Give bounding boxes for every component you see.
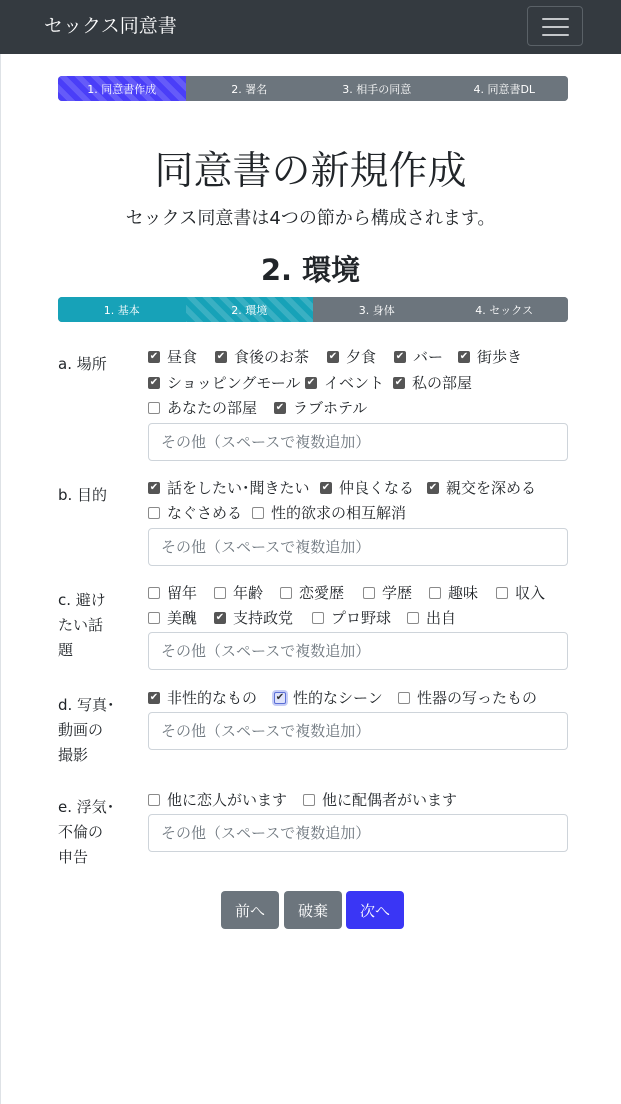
avoid-option[interactable]: プロ野球 [312, 608, 391, 628]
checkbox[interactable] [214, 587, 226, 599]
place-other-input[interactable]: その他（スペースで複数追加） [148, 423, 568, 461]
main-step-progress [58, 76, 568, 101]
affair-other-input[interactable]: その他（スペースで複数追加） [148, 814, 568, 852]
photo-option[interactable]: 性器の写ったもの [398, 688, 537, 708]
avoid-option[interactable]: 恋愛歴 [280, 583, 344, 603]
navbar [0, 0, 621, 54]
brand-title[interactable]: セックス同意書 [44, 15, 177, 37]
prev-button[interactable]: 前へ [221, 891, 279, 929]
purpose-option[interactable]: ✔ 仲良くなる [321, 479, 415, 497]
place-option[interactable]: ✔ イベント [306, 374, 385, 392]
place-option[interactable]: あなたの部屋 [148, 398, 257, 418]
checkbox[interactable] [363, 587, 375, 599]
checkbox[interactable]: ✔ [428, 482, 438, 493]
main-step-1: 1. 同意書作成 [58, 76, 186, 101]
avoid-option[interactable]: 留年 [148, 583, 197, 603]
page-lead: セックス同意書は4つの節から構成されます。 [125, 208, 496, 229]
checkbox[interactable] [303, 794, 315, 806]
checkbox[interactable]: ✔ [215, 612, 225, 623]
place-option[interactable]: ✔ ショッピングモール [149, 374, 301, 392]
checkbox[interactable]: ✔ [328, 351, 338, 362]
sub-step-2: 2. 環境 [186, 297, 314, 322]
sub-step-progress [58, 297, 568, 322]
menu-toggle-button[interactable] [527, 6, 583, 46]
avoid-option[interactable]: 学歴 [363, 583, 412, 603]
checkbox[interactable]: ✔ [216, 351, 226, 362]
avoid-option[interactable]: 美醜 [148, 608, 197, 628]
checkbox[interactable] [148, 507, 160, 519]
place-option[interactable]: ✔ ラブホテル [275, 399, 368, 417]
main-step-3: 3. 相手の同意 [313, 76, 441, 101]
checkbox[interactable]: ✔ [459, 351, 469, 362]
place-label: a. 場所 [58, 355, 107, 373]
affair-option[interactable]: 他に恋人がいます [148, 790, 287, 810]
checkbox[interactable] [407, 612, 419, 624]
affair-label: e. 浮気･ 不倫の 申告 [58, 798, 115, 866]
checkbox[interactable] [148, 794, 160, 806]
purpose-other-input[interactable]: その他（スペースで複数追加） [148, 528, 568, 566]
checkbox[interactable] [148, 402, 160, 414]
avoid-option[interactable]: 趣味 [429, 583, 478, 603]
purpose-option[interactable]: ✔ 親交を深める [428, 479, 537, 497]
checkbox[interactable]: ✔ [149, 482, 159, 493]
checkbox[interactable] [280, 587, 292, 599]
main-step-4: 4. 同意書DL [441, 76, 569, 101]
checkbox[interactable] [148, 587, 160, 599]
checkbox[interactable]: ✔ [149, 377, 159, 388]
photo-option[interactable]: ✔ 性的なシーン [275, 689, 383, 707]
checkbox[interactable] [429, 587, 441, 599]
purpose-option[interactable]: なぐさめる [148, 503, 242, 523]
place-option[interactable]: ✔ バー [395, 348, 444, 366]
checkbox[interactable] [312, 612, 324, 624]
avoid-topics-label: c. 避け たい話 題 [58, 591, 106, 659]
checkbox[interactable] [252, 507, 264, 519]
place-option[interactable]: ✔ 昼食 [149, 348, 198, 366]
checkbox[interactable] [148, 612, 160, 624]
purpose-option[interactable]: 性的欲求の相互解消 [252, 503, 406, 523]
checkbox[interactable] [398, 692, 410, 704]
checkbox[interactable] [496, 587, 508, 599]
sub-step-3: 3. 身体 [313, 297, 441, 322]
place-option[interactable]: ✔ 私の部屋 [394, 374, 473, 392]
photo-other-input[interactable]: その他（スペースで複数追加） [148, 712, 568, 750]
avoid-option[interactable]: 出自 [407, 608, 456, 628]
photo-label: d. 写真･ 動画の 撮影 [58, 696, 115, 764]
sub-step-4: 4. セックス [441, 297, 569, 322]
place-option[interactable]: ✔ 食後のお茶 [216, 348, 310, 366]
page-title: 同意書の新規作成 [154, 149, 467, 194]
checkbox[interactable]: ✔ [395, 351, 405, 362]
checkbox[interactable]: ✔ [275, 692, 285, 703]
sub-step-1: 1. 基本 [58, 297, 186, 322]
avoid-option[interactable]: ✔ 支持政党 [215, 609, 294, 627]
photo-option[interactable]: ✔ 非性的なもの [149, 689, 258, 707]
purpose-label: b. 目的 [58, 486, 108, 504]
main-step-2: 2. 署名 [186, 76, 314, 101]
place-option[interactable]: ✔ 夕食 [328, 348, 377, 366]
place-option[interactable]: ✔ 街歩き [459, 348, 523, 366]
avoid-option[interactable]: 年齢 [214, 583, 263, 603]
purpose-option[interactable]: ✔ 話をしたい･聞きたい [149, 479, 310, 497]
avoid-option[interactable]: 収入 [496, 583, 545, 603]
checkbox[interactable]: ✔ [306, 377, 316, 388]
checkbox[interactable]: ✔ [149, 692, 159, 703]
checkbox[interactable]: ✔ [275, 402, 285, 413]
section-title: 2. 環境 [260, 253, 361, 287]
avoid-other-input[interactable]: その他（スペースで複数追加） [148, 632, 568, 670]
affair-option[interactable]: 他に配偶者がいます [303, 790, 457, 810]
next-button[interactable]: 次へ [346, 891, 404, 929]
checkbox[interactable]: ✔ [149, 351, 159, 362]
checkbox[interactable]: ✔ [394, 377, 404, 388]
checkbox[interactable]: ✔ [321, 482, 331, 493]
discard-button[interactable]: 破棄 [284, 891, 342, 929]
